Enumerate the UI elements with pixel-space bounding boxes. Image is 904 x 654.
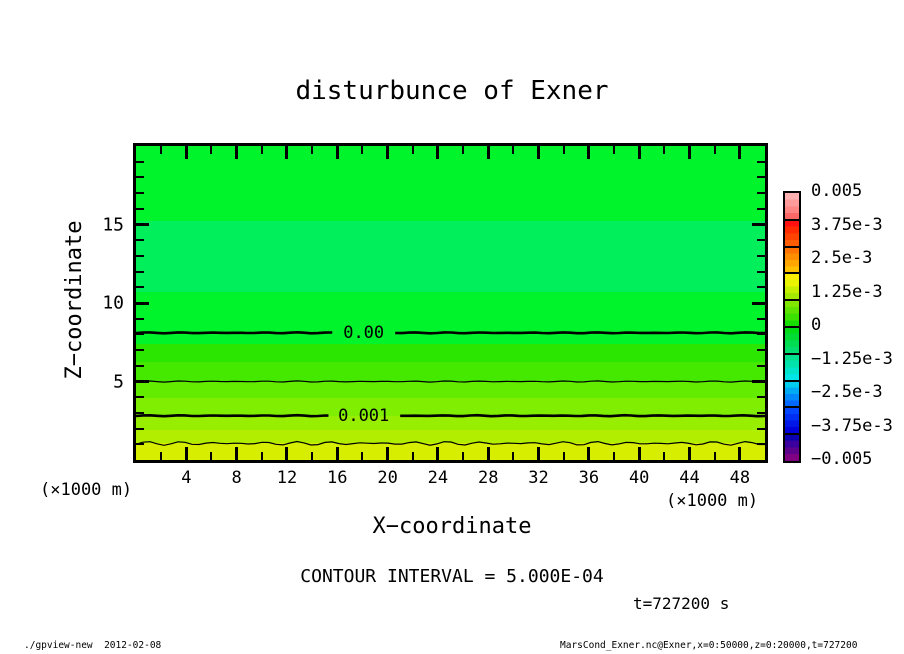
y-minor-tick (136, 443, 144, 445)
colorbar-tick-label: 2.5e-3 (811, 248, 873, 268)
colorbar-segment (785, 407, 799, 434)
x-tick-label: 36 (578, 468, 600, 488)
x-minor-tick (462, 452, 464, 460)
y-minor-tick (136, 318, 144, 320)
colorbar (783, 191, 801, 463)
y-minor-tick (136, 349, 144, 351)
colorbar-tick-label: −2.5e-3 (811, 382, 883, 402)
y-minor-tick (757, 208, 765, 210)
colorbar-segment (785, 327, 799, 354)
x-major-tick (638, 146, 641, 159)
colorbar-tick-label: 0.005 (811, 181, 863, 201)
x-minor-tick (261, 452, 263, 460)
x-minor-tick (512, 452, 514, 460)
y-tick-label: 10 (102, 292, 124, 314)
x-minor-tick (714, 452, 716, 460)
chart-title: disturbunce of Exner (295, 76, 609, 106)
contour-line (136, 381, 765, 382)
x-minor-tick (512, 146, 514, 154)
y-major-tick (752, 223, 765, 226)
x-major-tick (235, 146, 238, 159)
y-axis-title: Z−coordinate (62, 220, 87, 380)
y-minor-tick (757, 176, 765, 178)
colorbar-segment (785, 434, 799, 461)
colorbar-segment (785, 354, 799, 381)
colorbar-divider (785, 219, 799, 221)
x-major-tick (185, 447, 188, 460)
colorbar-divider (785, 326, 799, 328)
colorbar-divider (785, 380, 799, 382)
colorbar-divider (785, 433, 799, 435)
y-minor-tick (757, 396, 765, 398)
colorbar-labels (811, 181, 904, 469)
y-minor-tick (757, 239, 765, 241)
x-axis-unit-label: (×1000 m) (666, 491, 759, 511)
time-label: t=727200 s (633, 594, 730, 613)
y-minor-tick (136, 192, 144, 194)
contour-interval-label: CONTOUR INTERVAL = 5.000E-04 (300, 566, 604, 587)
y-minor-tick (757, 318, 765, 320)
footer-source-label: MarsCond_Exner.nc@Exner,x=0:50000,z=0:20000,t=727200 (560, 640, 858, 651)
y-minor-tick (136, 428, 144, 430)
x-major-tick (386, 447, 389, 460)
y-minor-tick (136, 271, 144, 273)
y-minor-tick (757, 255, 765, 257)
y-minor-tick (136, 161, 144, 163)
x-major-tick (487, 447, 490, 460)
x-minor-tick (160, 146, 162, 154)
y-tick-label: 15 (102, 214, 124, 235)
contour-line (395, 332, 765, 333)
x-minor-tick (613, 146, 615, 154)
colorbar-divider (785, 272, 799, 274)
colorbar-segment (785, 273, 799, 300)
x-minor-tick (462, 146, 464, 154)
x-tick-label: 4 (181, 468, 192, 488)
colorbar-divider (785, 353, 799, 355)
y-minor-tick (757, 349, 765, 351)
x-minor-tick (663, 452, 665, 460)
contour-lines (136, 146, 765, 460)
y-minor-tick (136, 333, 144, 335)
x-tick-label: 12 (276, 468, 298, 488)
x-tick-label: 20 (377, 468, 398, 488)
x-major-tick (336, 146, 339, 159)
x-major-tick (688, 447, 691, 460)
x-major-tick (436, 447, 439, 460)
x-minor-tick (563, 452, 565, 460)
x-minor-tick (412, 452, 414, 460)
x-tick-label: 40 (628, 468, 650, 488)
colorbar-tick-label: −3.75e-3 (811, 415, 893, 436)
colorbar-tick-label: 3.75e-3 (811, 214, 883, 235)
colorbar-divider (785, 299, 799, 301)
y-minor-tick (757, 333, 765, 335)
plot-area (133, 143, 768, 463)
x-minor-tick (412, 146, 414, 154)
y-minor-tick (136, 208, 144, 210)
y-minor-tick (757, 271, 765, 273)
x-major-tick (285, 146, 288, 159)
contour-label: 0.00 (343, 322, 385, 343)
y-minor-tick (757, 286, 765, 288)
contour-line (136, 332, 332, 333)
x-axis-tick-labels (133, 468, 768, 490)
y-minor-tick (136, 286, 144, 288)
colorbar-divider (785, 246, 799, 248)
colorbar-divider (785, 406, 799, 408)
x-major-tick (587, 146, 590, 159)
x-minor-tick (311, 146, 313, 154)
x-major-tick (285, 447, 288, 460)
x-minor-tick (563, 146, 565, 154)
y-minor-tick (757, 428, 765, 430)
y-minor-tick (757, 412, 765, 414)
x-major-tick (587, 447, 590, 460)
y-minor-tick (136, 396, 144, 398)
y-minor-tick (757, 365, 765, 367)
x-major-tick (537, 146, 540, 159)
y-major-tick (752, 380, 765, 383)
y-minor-tick (136, 365, 144, 367)
x-major-tick (386, 146, 389, 159)
colorbar-tick-label: 0 (811, 315, 822, 335)
colorbar-segment (785, 193, 799, 220)
x-minor-tick (663, 146, 665, 154)
x-major-tick (235, 447, 238, 460)
colorbar-tick-label: −0.005 (811, 449, 873, 469)
colorbar-tick-label: 1.25e-3 (811, 281, 883, 302)
y-major-tick (752, 302, 765, 305)
y-tick-label: 5 (113, 371, 124, 392)
x-major-tick (436, 146, 439, 159)
x-major-tick (336, 447, 339, 460)
colorbar-tick-label: −1.25e-3 (811, 348, 893, 369)
x-tick-label: 24 (427, 468, 449, 488)
x-major-tick (638, 447, 641, 460)
x-tick-label: 16 (327, 468, 348, 488)
y-minor-tick (136, 412, 144, 414)
x-tick-label: 32 (528, 468, 549, 488)
x-major-tick (487, 146, 490, 159)
x-minor-tick (613, 452, 615, 460)
y-minor-tick (136, 239, 144, 241)
x-minor-tick (210, 452, 212, 460)
x-minor-tick (361, 146, 363, 154)
x-axis-title: X−coordinate (372, 514, 532, 539)
y-major-tick (136, 302, 149, 305)
y-axis-tick-labels (76, 143, 124, 463)
contour-label: 0.001 (338, 405, 390, 426)
x-minor-tick (261, 146, 263, 154)
x-minor-tick (160, 452, 162, 460)
y-minor-tick (136, 176, 144, 178)
x-major-tick (688, 146, 691, 159)
x-minor-tick (714, 146, 716, 154)
x-minor-tick (311, 452, 313, 460)
y-minor-tick (757, 161, 765, 163)
footer-command-label: ./gpview-new 2012-02-08 (24, 640, 162, 651)
x-tick-label: 48 (729, 468, 751, 488)
x-tick-label: 8 (231, 468, 242, 488)
y-major-tick (136, 223, 149, 226)
colorbar-segment (785, 381, 799, 408)
x-major-tick (537, 447, 540, 460)
contour-line (136, 415, 328, 416)
y-minor-tick (136, 255, 144, 257)
contour-line (136, 442, 765, 446)
x-tick-label: 28 (477, 468, 499, 488)
x-minor-tick (361, 452, 363, 460)
x-major-tick (738, 447, 741, 460)
contour-line (400, 415, 765, 416)
colorbar-segment (785, 300, 799, 327)
x-minor-tick (210, 146, 212, 154)
x-tick-label: 44 (679, 468, 700, 488)
colorbar-segment (785, 220, 799, 247)
y-major-tick (136, 380, 149, 383)
colorbar-segment (785, 247, 799, 274)
y-minor-tick (757, 443, 765, 445)
x-major-tick (185, 146, 188, 159)
z-axis-unit-label: (×1000 m) (40, 480, 133, 500)
y-minor-tick (757, 192, 765, 194)
x-major-tick (738, 146, 741, 159)
